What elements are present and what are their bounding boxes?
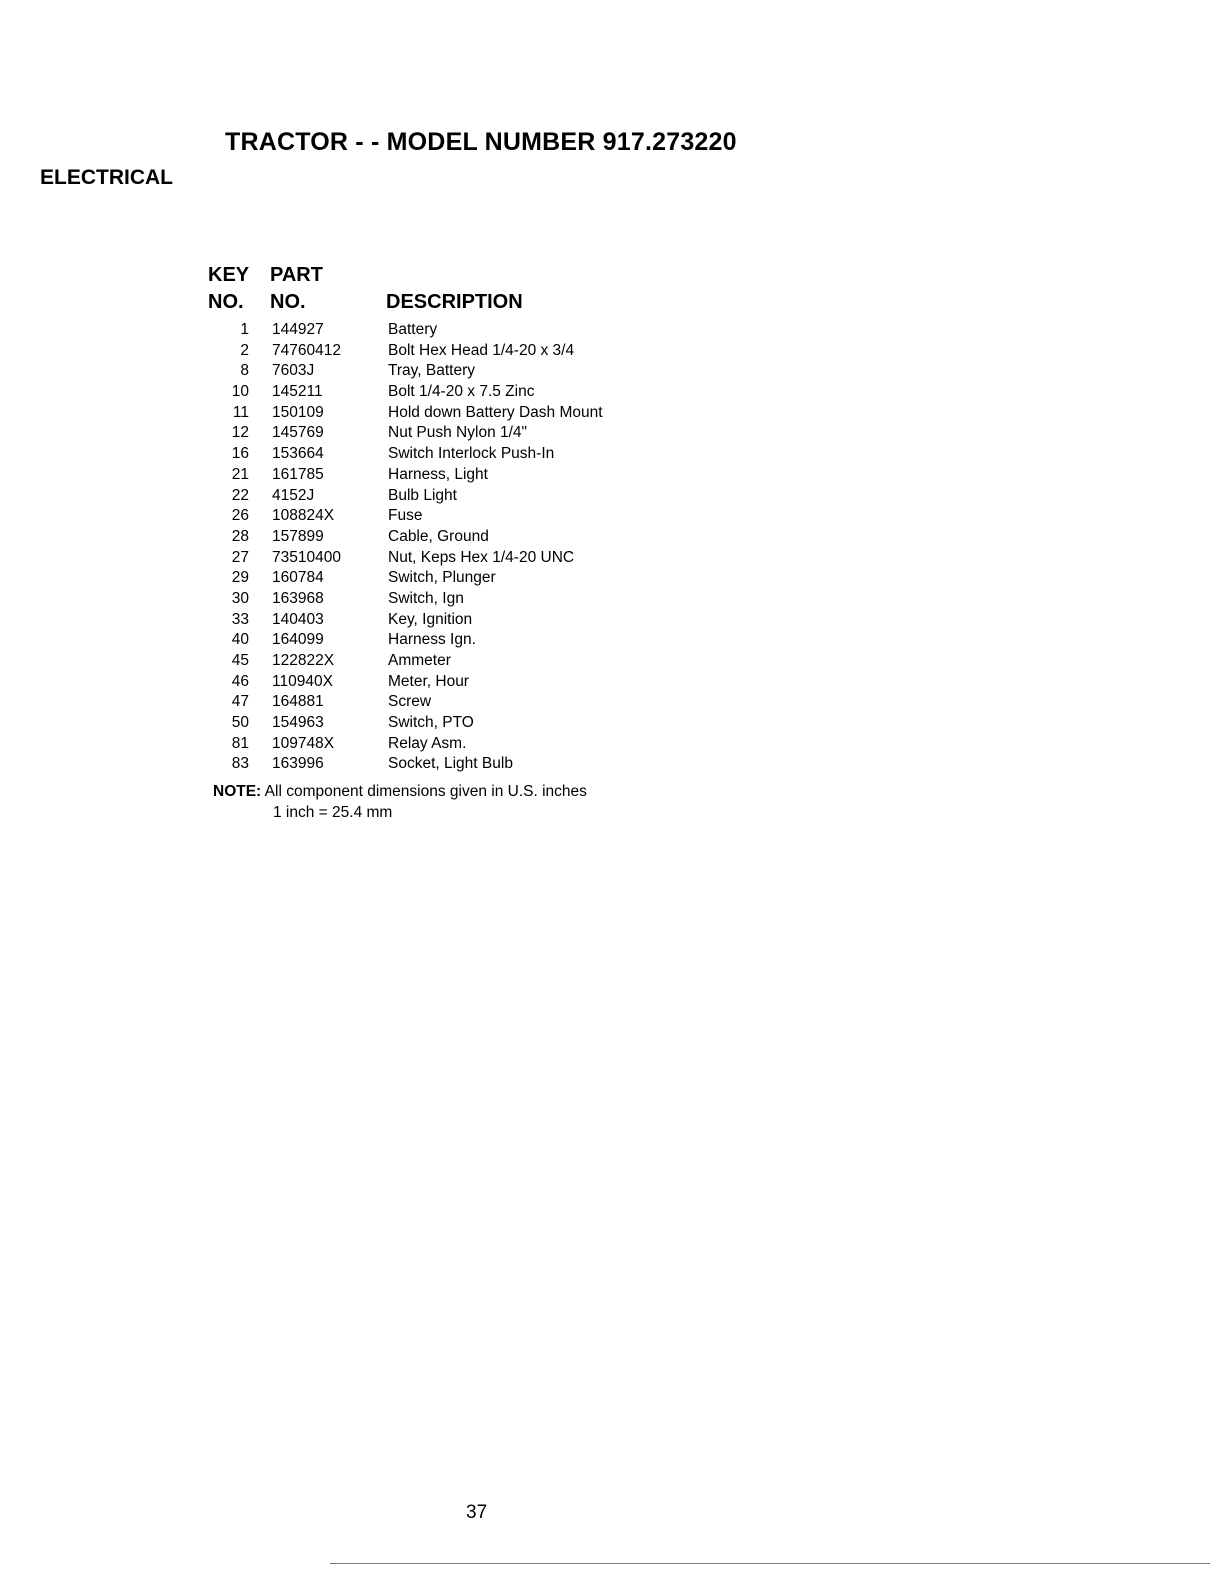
part-key-number: 40	[231, 631, 249, 649]
part-description: Socket, Light Bulb	[388, 755, 513, 773]
table-row	[0, 466, 1229, 487]
part-number: 160784	[272, 569, 324, 587]
table-row	[0, 445, 1229, 466]
note-line1: All component dimensions given in U.S. inches	[264, 783, 587, 800]
part-key-number: 12	[231, 424, 249, 442]
part-key-number: 8	[240, 362, 249, 380]
part-key-number: 2	[240, 341, 249, 359]
table-row	[0, 590, 1229, 611]
table-row	[0, 362, 1229, 383]
note-label: NOTE:	[213, 783, 262, 800]
table-row	[0, 611, 1229, 632]
part-description: Switch, Ign	[388, 589, 464, 607]
table-row	[0, 383, 1229, 404]
table-row	[0, 693, 1229, 714]
part-number: 74760412	[272, 341, 341, 359]
section-heading: ELECTRICAL	[40, 166, 173, 189]
part-number: 140403	[272, 610, 324, 628]
part-number: 157899	[272, 527, 324, 545]
part-number: 7603J	[272, 362, 315, 380]
table-row	[0, 528, 1229, 549]
part-key-number: 1	[240, 321, 249, 338]
part-number: 153664	[272, 445, 324, 463]
column-header-key-line2: NO.	[208, 291, 244, 313]
part-number: 73510400	[272, 548, 341, 566]
part-number: 154963	[272, 714, 324, 732]
part-key-number: 45	[231, 652, 249, 669]
part-key-number: 21	[231, 465, 249, 483]
table-row	[0, 673, 1229, 694]
table-row	[0, 404, 1229, 425]
part-number: 4152J	[272, 486, 315, 504]
table-row	[0, 321, 1229, 342]
table-row	[0, 755, 1229, 776]
part-number: 163968	[272, 589, 324, 607]
part-number: 145211	[272, 383, 323, 401]
part-description: Hold down Battery Dash Mount	[388, 403, 603, 421]
part-number: 108824X	[272, 507, 335, 525]
part-key-number: 33	[231, 610, 249, 628]
part-description: Harness, Light	[388, 465, 488, 483]
parts-table	[0, 321, 1229, 776]
part-description: Key, Ignition	[388, 610, 473, 628]
part-key-number: 28	[231, 527, 249, 545]
part-number: 164881	[272, 693, 324, 711]
table-row	[0, 487, 1229, 508]
column-header-part-line2: NO.	[270, 291, 306, 313]
bottom-rule	[330, 1563, 1210, 1564]
table-row	[0, 735, 1229, 756]
part-description: Bolt 1/4-20 x 7.5 Zinc	[388, 383, 535, 401]
part-description: Cable, Ground	[388, 527, 489, 545]
part-number: 163996	[272, 755, 324, 773]
part-description: Tray, Battery	[388, 362, 475, 380]
part-number: 144927	[272, 321, 324, 338]
table-row	[0, 652, 1229, 673]
part-key-number: 22	[231, 486, 249, 504]
part-description: Screw	[388, 693, 432, 711]
part-description: Switch, PTO	[388, 714, 474, 732]
part-key-number: 30	[231, 589, 249, 607]
part-description: Nut, Keps Hex 1/4-20 UNC	[388, 548, 575, 566]
table-row	[0, 631, 1229, 652]
part-number: 164099	[272, 631, 324, 649]
part-number: 122822X	[272, 652, 335, 669]
part-number: 145769	[272, 424, 324, 442]
part-description: Harness Ign.	[388, 631, 476, 649]
part-number: 150109	[272, 403, 324, 421]
part-key-number: 46	[231, 672, 249, 690]
part-description: Switch, Plunger	[388, 569, 496, 587]
note	[213, 783, 587, 801]
column-header-description: DESCRIPTION	[386, 291, 523, 313]
part-key-number: 16	[231, 445, 249, 463]
part-description: Ammeter	[388, 652, 451, 669]
table-row	[0, 714, 1229, 735]
part-key-number: 29	[231, 569, 249, 587]
part-key-number: 81	[231, 734, 249, 752]
part-description: Meter, Hour	[388, 672, 469, 690]
table-row	[0, 424, 1229, 445]
part-key-number: 83	[231, 755, 249, 773]
part-key-number: 27	[231, 548, 249, 566]
column-header-key-line1: KEY	[208, 264, 250, 286]
part-key-number: 26	[231, 507, 249, 525]
table-row	[0, 342, 1229, 363]
part-key-number: 47	[231, 693, 249, 711]
part-number: 110940X	[272, 672, 333, 690]
page-number: 37	[466, 1502, 488, 1523]
part-number: 161785	[272, 465, 324, 483]
column-header-part-line1: PART	[270, 264, 323, 286]
part-description: Fuse	[388, 507, 423, 525]
part-description: Bolt Hex Head 1/4-20 x 3/4	[388, 341, 575, 359]
table-row	[0, 549, 1229, 570]
part-description: Nut Push Nylon 1/4"	[388, 424, 528, 442]
part-description: Bulb Light	[388, 486, 457, 504]
part-key-number: 10	[231, 383, 249, 401]
part-description: Relay Asm.	[388, 734, 467, 752]
table-row	[0, 507, 1229, 528]
part-description: Battery	[388, 321, 438, 338]
part-key-number: 50	[231, 714, 249, 732]
part-description: Switch Interlock Push-In	[388, 445, 555, 463]
page-title: TRACTOR - - MODEL NUMBER 917.273220	[225, 128, 737, 156]
part-key-number: 11	[232, 403, 249, 421]
part-number: 109748X	[272, 734, 335, 752]
note-line2: 1 inch = 25.4 mm	[273, 804, 393, 821]
table-row	[0, 569, 1229, 590]
